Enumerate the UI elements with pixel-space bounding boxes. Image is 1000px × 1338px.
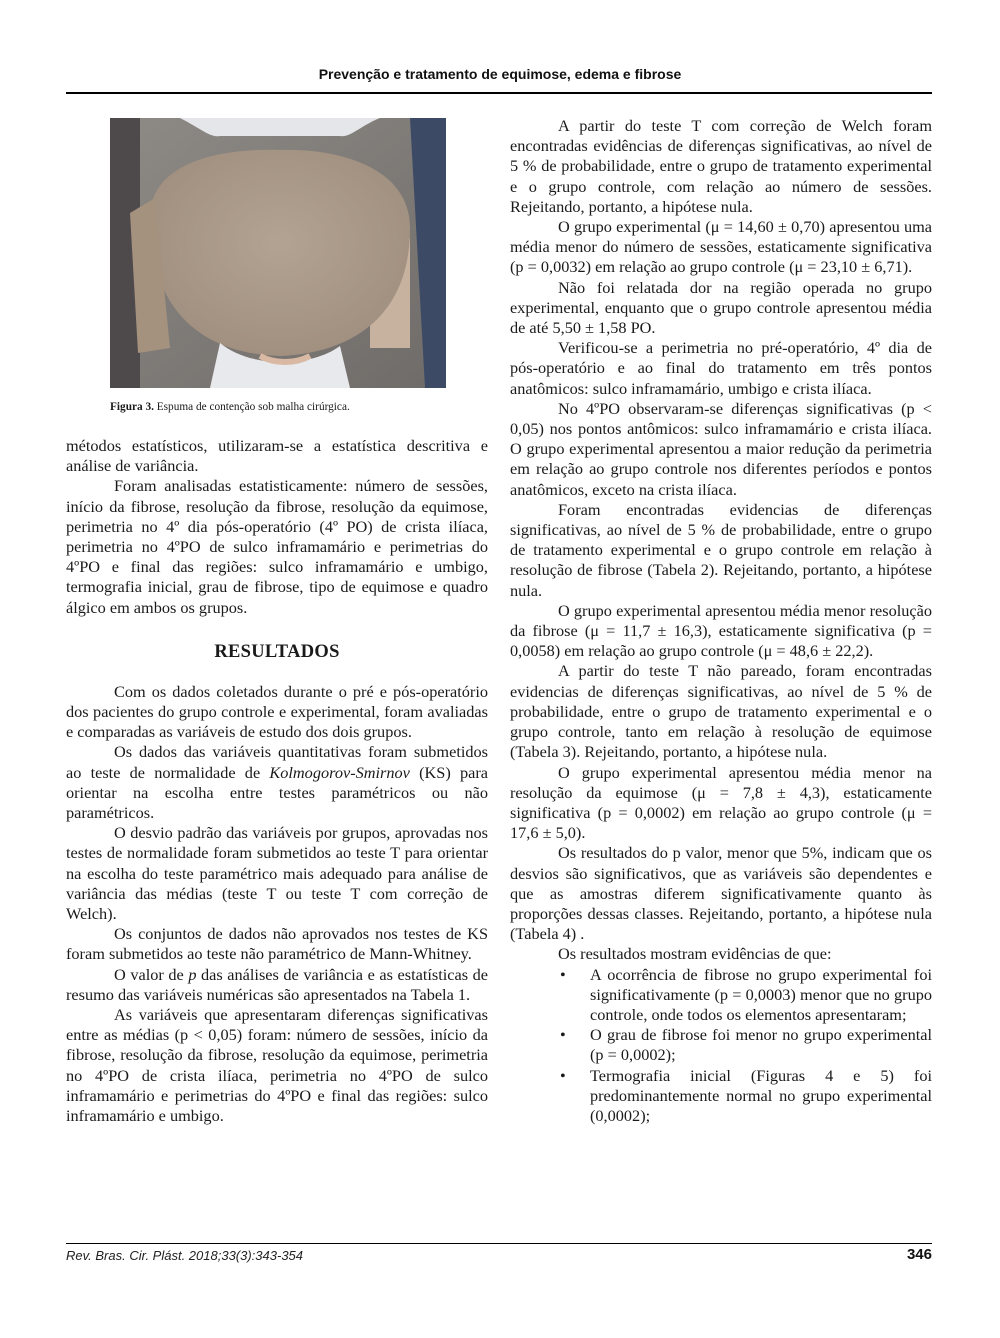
left-column: [66, 116, 488, 1126]
paragraph: [66, 965, 488, 1005]
paragraph: [66, 742, 488, 823]
paragraph: Os resultados do p valor, menor que 5%, indicam que os desvios são significativos, que as variáveis são dependentes e que as amostras diferem significativamente quanto às proporções dessas classes. Rejeitando, portanto, a hipótese nula (Tabela 4) .: [510, 843, 932, 944]
paragraph: A partir do teste T não pareado, foram encontradas evidencias de diferenças significativas, ao nível de 5 % de probabilidade, entre o grupo de tratamento experimental e o grupo controle, tanto em relação à resolução de equimose (Tabela 3). Rejeitando, portanto, a hipótese nula.: [510, 661, 932, 762]
caption-text: Espuma de contenção sob malha cirúrgica.: [153, 401, 350, 413]
right-column: [510, 116, 932, 1126]
italic-term: Kolmogorov-Smirnov: [269, 762, 410, 782]
paragraph: Foram encontradas evidencias de diferenças significativas, ao nível de 5 % de probabilidade, entre o grupo de tratamento experimental e o grupo controle em relação à resolução de fibrose (Tabela 2). Rejeitando, portanto, a hipótese nula.: [510, 499, 932, 600]
paragraph: O desvio padrão das variáveis por grupos, aprovadas nos testes de normalidade foram submetidos ao teste T para orientar na escolha do teste paramétrico mais adequado para análise de variância das médias (teste T ou teste T com correção de Welch).: [66, 823, 488, 924]
journal-citation: Rev. Bras. Cir. Plást. 2018;33(3):343-354: [66, 1248, 304, 1263]
paragraph: Foram analisadas estatisticamente: número de sessões, início da fibrose, resolução da fibrose, resolução da equimose, perimetria no 4º dia pós-operatório (4º PO) de crista ilíaca, perimetria no 4ºPO de sulco inframamário e perimetrias do 4ºPO e final das regiões: sulco inframamário e umbigo, termografia inicial, grau de fibrose, tipo de equimose e quadro álgico em ambos os grupos.: [66, 476, 488, 617]
bullet-icon: •: [560, 1025, 566, 1045]
bullet-icon: •: [560, 964, 566, 984]
paragraph: As variáveis que apresentaram diferenças significativas entre as médias (p < 0,05) foram: número de sessões, início da fibrose, resolução da fibrose, resolução da equimose, perimetria no 4ºPO de crista ilíaca, perimetria no 4ºPO de sulco inframamário e perimetrias do 4ºPO e final das regiões: sulco inframamário e umbigo.: [66, 1005, 488, 1126]
paragraph: Não foi relatada dor na região operada no grupo experimental, enquanto que o grupo controle apresentou média de até 5,50 ± 1,58 PO.: [510, 277, 932, 338]
list-item: [510, 1025, 932, 1065]
list-item: [510, 1066, 932, 1127]
paragraph: Com os dados coletados durante o pré e pós-operatório dos pacientes do grupo controle e experimental, foram avaliadas e comparadas as variáveis de estudo dos dois grupos.: [66, 681, 488, 742]
paragraph: A partir do teste T com correção de Welch foram encontradas evidências de diferenças significativas, ao nível de 5 % de probabilidade, entre o grupo de tratamento experimental e o grupo controle, com relação ao número de sessões. Rejeitando, portanto, a hipótese nula.: [510, 116, 932, 216]
list-item-text: A ocorrência de fibrose no grupo experimental foi significativamente (p = 0,0003) menor que no grupo controle, onde todos os elementos apresentaram;: [590, 964, 932, 1024]
running-title: Prevenção e tratamento de equimose, edema e fibrose: [318, 66, 682, 82]
bullet-icon: •: [560, 1065, 566, 1085]
section-heading: RESULTADOS: [214, 641, 340, 662]
text-span: das análises de variância e as estatísticas de resumo das variáveis numéricas são apresentados na Tabela 1.: [66, 964, 489, 1004]
text-span: Os dados das variáveis quantitativas foram submetidos ao teste de normalidade de: [66, 742, 488, 782]
header-rule: [66, 92, 932, 94]
paragraph: Verificou-se a perimetria no pré-operatório, 4º dia de pós-operatório e ao final do tratamento em três pontos anatômicos: sulco inframamário, umbigo e crista ilíaca.: [510, 338, 932, 398]
paragraph: O grupo experimental apresentou média menor na resolução da equimose (μ = 7,8 ± 4,3), estaticamente significativa (p = 0,0002) em relação ao grupo controle (μ = 17,6 ± 5,0).: [510, 762, 932, 843]
results-list: [510, 965, 932, 1127]
text-span: (KS) para orientar na escolha entre testes paramétricos ou não paramétricos.: [66, 762, 488, 823]
figure-caption: [110, 400, 446, 414]
text-span: O valor de: [114, 964, 189, 984]
list-item-text: Termografia inicial (Figuras 4 e 5) foi predominantemente normal no grupo experimental (0,0002);: [590, 1065, 932, 1125]
italic-term: p: [188, 964, 197, 984]
paragraph: Os conjuntos de dados não aprovados nos testes de KS foram submetidos ao teste não paramétrico de Mann-Whitney.: [66, 924, 488, 964]
paragraph: O grupo experimental (μ = 14,60 ± 0,70) apresentou uma média menor do número de sessões, estaticamente significativa (p = 0,0032) em relação ao grupo controle (μ = 23,10 ± 6,71).: [510, 217, 932, 277]
paragraph: O grupo experimental apresentou média menor resolução da fibrose (μ = 11,7 ± 16,3), estaticamente significativa (p = 0,0058) em relação ao grupo controle (μ = 48,6 ± 22,2).: [510, 600, 932, 661]
page-number: 346: [906, 1246, 932, 1263]
paragraph: Os resultados mostram evidências de que:: [558, 944, 832, 964]
list-item: [510, 965, 932, 1026]
list-item-text: O grau de fibrose foi menor no grupo experimental (p = 0,0002);: [590, 1025, 932, 1065]
caption-label: Figura 3.: [110, 401, 154, 413]
figure-photo: [110, 118, 446, 388]
footer-rule: [66, 1243, 932, 1244]
paragraph: métodos estatísticos, utilizaram-se a estatística descritiva e análise de variância.: [66, 436, 488, 476]
paragraph: No 4ºPO observaram-se diferenças significativas (p < 0,05) nos pontos antômicos: sulco inframamário e crista ilíaca. O grupo experimental apresentou a maior redução da perimetria em relação ao grupo controle nos diferentes períodos e pontos anatômicos, exceto na crista ilíaca.: [510, 398, 932, 499]
figure-3: [110, 118, 446, 414]
